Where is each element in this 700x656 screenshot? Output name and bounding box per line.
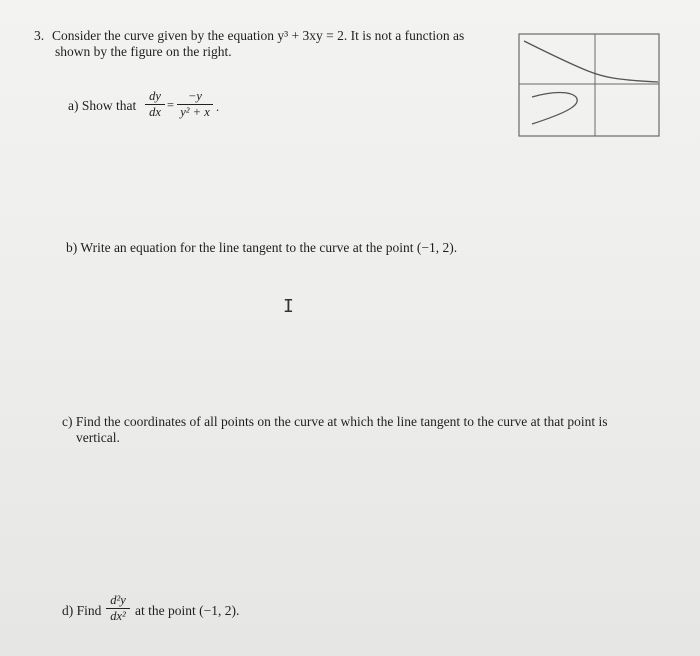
part-d-label: d) Find (62, 603, 102, 618)
part-a-dydx-fraction (145, 90, 165, 119)
part-a-rhs-num: −y (188, 89, 202, 103)
problem-intro-line1: Consider the curve given by the equation y³ + 3xy = 2. It is not a function as (52, 28, 465, 43)
part-c-line1: c) Find the coordinates of all points on the curve at which the line tangent to the curve at that point is (62, 414, 608, 429)
part-a-rhs-den: y² + x (180, 105, 210, 119)
part-d-den: dx² (110, 609, 126, 623)
part-a-label: a) Show that (68, 98, 137, 113)
part-a-end: . (216, 100, 220, 114)
part-a-lhs-den: dx (149, 105, 161, 119)
part-a-equals: = (167, 98, 175, 112)
part-d-text: at the point (−1, 2). (135, 603, 240, 618)
part-b-text: b) Write an equation for the line tangent to the curve at the point (−1, 2). (66, 240, 458, 255)
curve-lower-branch (532, 93, 577, 125)
problem-number: 3. (34, 28, 45, 43)
part-d-second-derivative-fraction (106, 594, 130, 623)
part-a-rhs-fraction (177, 90, 213, 119)
curve-figure (518, 33, 660, 137)
part-a-lhs-num: dy (149, 89, 161, 103)
text-cursor-icon: I (283, 296, 294, 317)
curve-upper-branch (524, 41, 658, 82)
part-c-line2: vertical. (76, 430, 120, 445)
part-d-num: d²y (110, 593, 126, 607)
problem-intro-line2: shown by the figure on the right. (55, 44, 232, 59)
